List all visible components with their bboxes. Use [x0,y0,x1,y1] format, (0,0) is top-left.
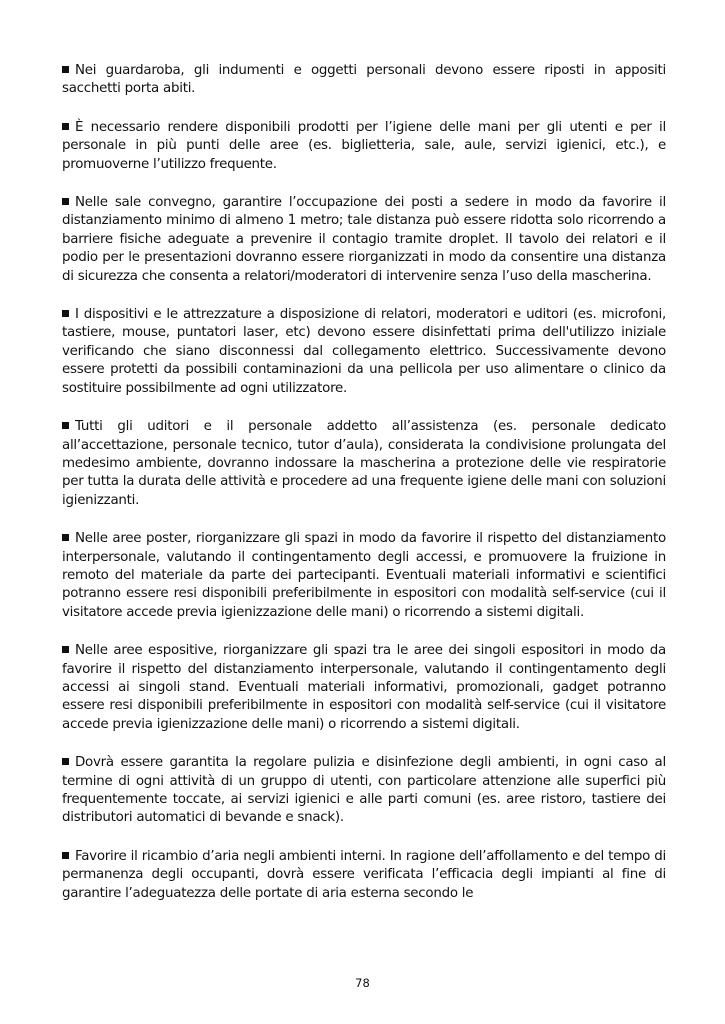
page-number: 78 [355,976,370,990]
paragraph-text: Nelle aree poster, riorganizzare gli spazi in modo da favorire il rispetto del distanziamento interpersonale, valutando il contingentamento degli accessi, e promuovere la fruizione in remoto del materiale da parte dei partecipanti. Eventuali materiali informativi e scientifici potranno essere resi disponibili preferibilmente in espositori con modalità self-service (cui il visitatore accede previa igienizzazione delle mani) o ricorrendo a sistemi digitali. [62,531,666,620]
paragraph-guardaroba [62,62,666,99]
black-square-bullet-icon [62,534,69,541]
paragraph-sale-convegno [62,194,666,286]
black-square-bullet-icon [62,123,69,130]
paragraph-text: Tutti gli uditori e il personale addetto all’assistenza (es. personale dedicato all’accettazione, personale tecnico, tutor d’aula), considerata la condivisione prolungata del medesimo ambiente, dovranno indossare la mascherina a protezione delle vie respiratorie per tutta la durata delle attività e procedere ad una frequente igiene delle mani con soluzioni igienizzanti. [62,419,666,508]
paragraph-dispositivi [62,306,666,398]
paragraph-aree-poster [62,530,666,622]
paragraph-pulizia [62,754,666,828]
black-square-bullet-icon [62,310,69,317]
paragraph-text: Nelle sale convegno, garantire l’occupazione dei posti a sedere in modo da favorire il distanziamento minimo di almeno 1 metro; tale distanza può essere ridotta solo ricorrendo a barriere fisiche adeguate a prevenire il contagio tramite droplet. Il tavolo dei relatori e il podio per le presentazioni dovranno essere riorganizzati in modo da consentire una distanza di sicurezza che consenta a relatori/moderatori di intervenire senza l’uso della mascherina. [62,195,666,284]
paragraph-text: Nei guardaroba, gli indumenti e oggetti personali devono essere riposti in appositi sacchetti porta abiti. [62,63,666,97]
black-square-bullet-icon [62,422,69,429]
paragraph-text: I dispositivi e le attrezzature a disposizione di relatori, moderatori e uditori (es. microfoni, tastiere, mouse, puntatori laser, etc) devono essere disinfettati prima dell'utilizzo iniziale verificando che siano disconnessi dal collegamento elettrico. Successivamente devono essere protetti da possibili contaminazioni da una pellicola per uso alimentare o clinico da sostituire possibilmente ad ogni utilizzatore. [62,307,666,396]
document-body [62,62,666,923]
black-square-bullet-icon [62,198,69,205]
paragraph-igiene-mani [62,119,666,174]
black-square-bullet-icon [62,758,69,765]
black-square-bullet-icon [62,852,69,859]
paragraph-text: Dovrà essere garantita la regolare pulizia e disinfezione degli ambienti, in ogni caso al termine di ogni attività di un gruppo di utenti, con particolare attenzione alle superfici più frequentemente toccate, ai servizi igienici e alle parti comuni (es. aree ristoro, tastiere dei distributori automatici di bevande e snack). [62,755,666,826]
black-square-bullet-icon [62,646,69,653]
paragraph-uditori [62,418,666,510]
paragraph-aree-espositive [62,642,666,734]
paragraph-text: Favorire il ricambio d’aria negli ambienti interni. In ragione dell’affollamento e del tempo di permanenza degli occupanti, dovrà essere verificata l’efficacia degli impianti al fine di garantire l’adeguatezza delle portate di aria esterna secondo le [62,848,666,901]
black-square-bullet-icon [62,66,69,73]
paragraph-text: È necessario rendere disponibili prodotti per l’igiene delle mani per gli utenti e per il personale in più punti delle aree (es. biglietteria, sale, aule, servizi igienici, etc.), e promuoverne l’utilizzo frequente. [62,119,666,172]
paragraph-text: Nelle aree espositive, riorganizzare gli spazi tra le aree dei singoli espositori in modo da favorire il rispetto del distanziamento interpersonale, valutando il contingentamento degli accessi ai singoli stand. Eventuali materiali informativi, promozionali, gadget potranno essere resi disponibili preferibilmente in espositori con modalità self-service (cui il visitatore accede previa igienizzazione delle mani) o ricorrendo a sistemi digitali. [62,643,666,732]
paragraph-ricambio-aria [62,848,666,903]
